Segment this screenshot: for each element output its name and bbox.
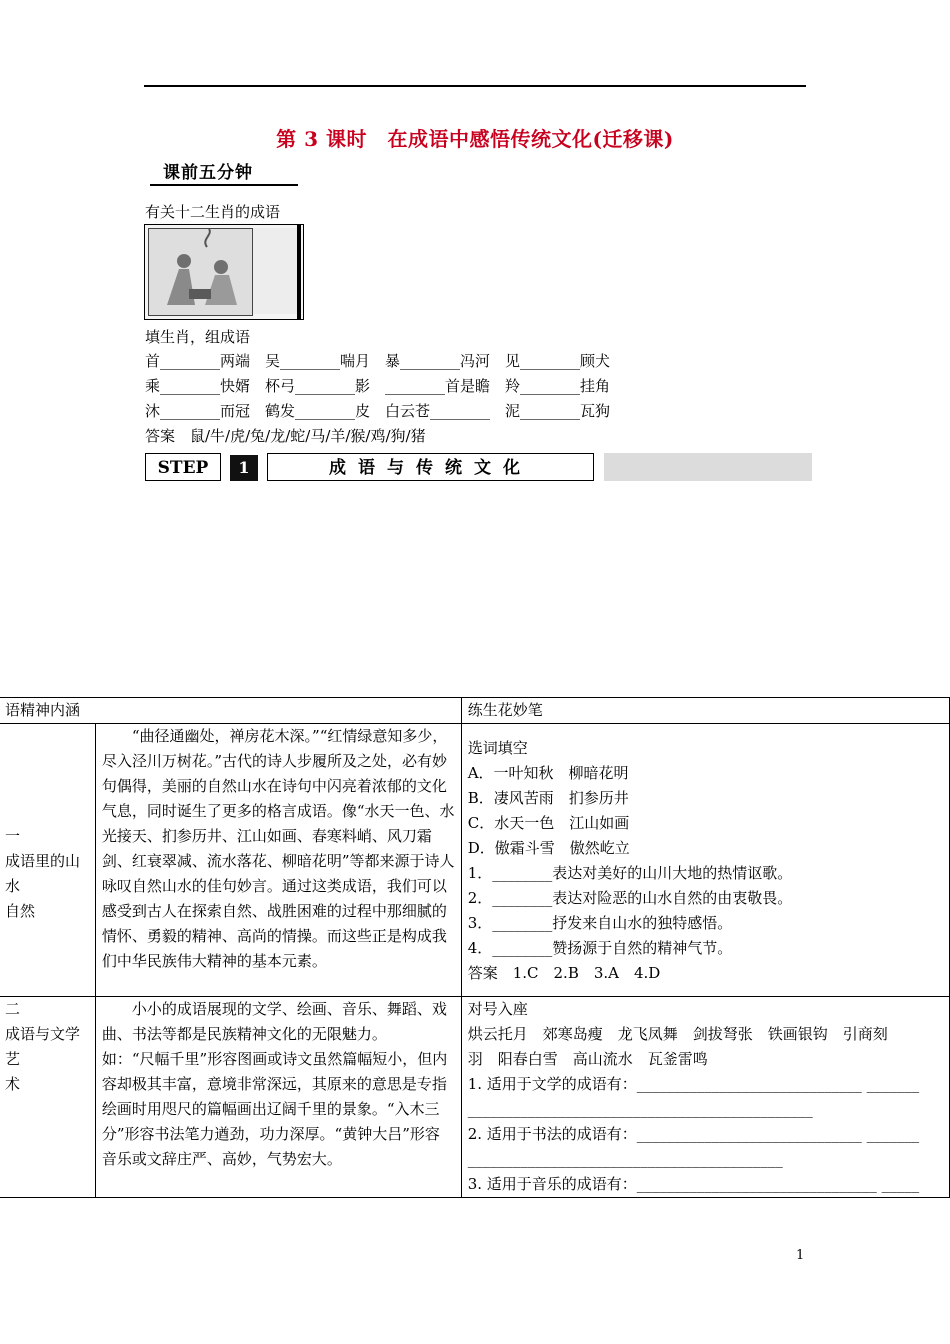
topic-line: 成语与文学艺	[5, 1025, 81, 1068]
exercise-cell	[461, 997, 949, 1198]
content-paragraph: “曲径通幽处，禅房花木深。”“红情绿意知多少，尽入泾川万树花。”古代的诗人步履所及之处，必有妙句偶得，美丽的自然山水在诗句中闪亮着浓郁的文化气息，同时诞生了更多的格言成语。像“水天一色、水光接天、扪参历井、江山如画、春寒料峭、风刀霜剑、红衰翠减、流水落花、柳暗花明”等都来源于诗人咏叹自然山水的佳句妙言。通过这类成语，我们可以感受到古人在探索自然、战胜困难的过程中那细腻的情怀、勇毅的精神、高尚的情操。而这些正是构成我们中华民族伟大精神的基本元素。	[101, 727, 455, 970]
content-paragraph: 小小的成语展现的文学、绘画、音乐、舞蹈、戏曲、书法等都是民族精神文化的无限魅力。	[101, 1000, 447, 1043]
pre-heading: 有关十二生肖的成语	[145, 203, 281, 221]
topic-line: 自然	[5, 902, 36, 920]
topic-line: 成语里的山水	[5, 852, 81, 895]
pre-instruction: 填生肖，组成语	[145, 328, 251, 346]
header-cell-left: 语精神内涵	[0, 698, 461, 724]
topic-number: 二	[5, 1000, 21, 1018]
step-number: 1	[230, 455, 258, 481]
pre-row-2: 乘________快婿 杯弓________影 ________首是瞻 羚________挂角	[145, 377, 611, 395]
exercise-line: 对号入座	[467, 1000, 528, 1018]
content-cell	[95, 997, 461, 1198]
exercise-line: 1. 适用于文学的成语有：______________________________ _______	[467, 1075, 920, 1093]
header-cell-right: 练生花妙笔	[461, 698, 949, 724]
topic-number: 一	[5, 827, 21, 845]
topic-line: 术	[5, 1075, 21, 1093]
pre-row-3: 沐________而冠 鹤发________皮 白云苍________ 泥________瓦狗	[145, 402, 611, 420]
exercise-line: 4．________赞扬源于自然的精神气节。	[467, 939, 733, 957]
topic-cell	[0, 997, 95, 1198]
content-paragraph: 如：“尺幅千里”形容图画或诗文虽然篇幅短小，但内容却极其丰富，意境非常深远，其原来的意思是专指绘画时用咫尺的篇幅画出辽阔千里的景象。“入木三分”形容书法笔力遒劲，功力深厚。“黄钟大吕”形容音乐或文辞庄严、高妙，气势宏大。	[101, 1050, 448, 1168]
lesson-title: 第 3 课时 在成语中感悟传统文化(迁移课)	[276, 127, 674, 151]
step-label: STEP	[145, 453, 221, 481]
exercise-line: ______________________________________________	[467, 1100, 813, 1118]
exercise-line: B．凄风苦雨 扪参历井	[467, 789, 629, 807]
exercise-line: __________________________________________	[467, 1150, 783, 1168]
illustration-image	[144, 224, 304, 320]
pre-answer: 答案 鼠/牛/虎/兔/龙/蛇/马/羊/猴/鸡/狗/猪	[145, 427, 426, 445]
table-row	[0, 997, 950, 1198]
topic-cell	[0, 724, 95, 997]
exercise-line: 3．________抒发来自山水的独特感悟。	[467, 914, 733, 932]
exercise-line: 2. 适用于书法的成语有：______________________________ _______	[467, 1125, 920, 1143]
content-cell	[95, 724, 461, 997]
exercise-line: C．水天一色 江山如画	[467, 814, 630, 832]
exercise-line: 烘云托月 郊寒岛瘦 龙飞凤舞 剑拔弩张 铁画银钩 引商刻	[467, 1025, 888, 1043]
step-title: 成语与传统文化	[267, 453, 594, 481]
exercise-line: 羽 阳春白雪 高山流水 瓦釜雷鸣	[467, 1050, 708, 1068]
exercise-line: 选词填空	[467, 739, 528, 757]
page-number: 1	[796, 1248, 805, 1263]
table-row	[0, 724, 950, 997]
step-bar	[604, 453, 812, 481]
exercise-line: D．傲霜斗雪 傲然屹立	[467, 839, 630, 857]
exercise-line: A．一叶知秋 柳暗花明	[467, 764, 629, 782]
exercise-line: 3. 适用于音乐的成语有：________________________________ _____	[467, 1175, 920, 1193]
exercise-line: 2．________表达对险恶的山水自然的由衷敬畏。	[467, 889, 793, 907]
exercise-cell	[461, 724, 949, 997]
pre-class-underline	[150, 184, 298, 186]
header-rule	[144, 85, 806, 87]
content-table	[0, 697, 950, 1198]
exercise-line: 1．________表达对美好的山川大地的热情讴歌。	[467, 864, 793, 882]
pre-row-1: 首________两端 吴________喘月 暴________冯河 见________顾犬	[145, 352, 611, 370]
table-header-row	[0, 698, 950, 724]
pre-class-label: 课前五分钟	[163, 163, 253, 183]
exercise-answer: 答案 1.C 2.B 3.A 4.D	[467, 964, 661, 982]
